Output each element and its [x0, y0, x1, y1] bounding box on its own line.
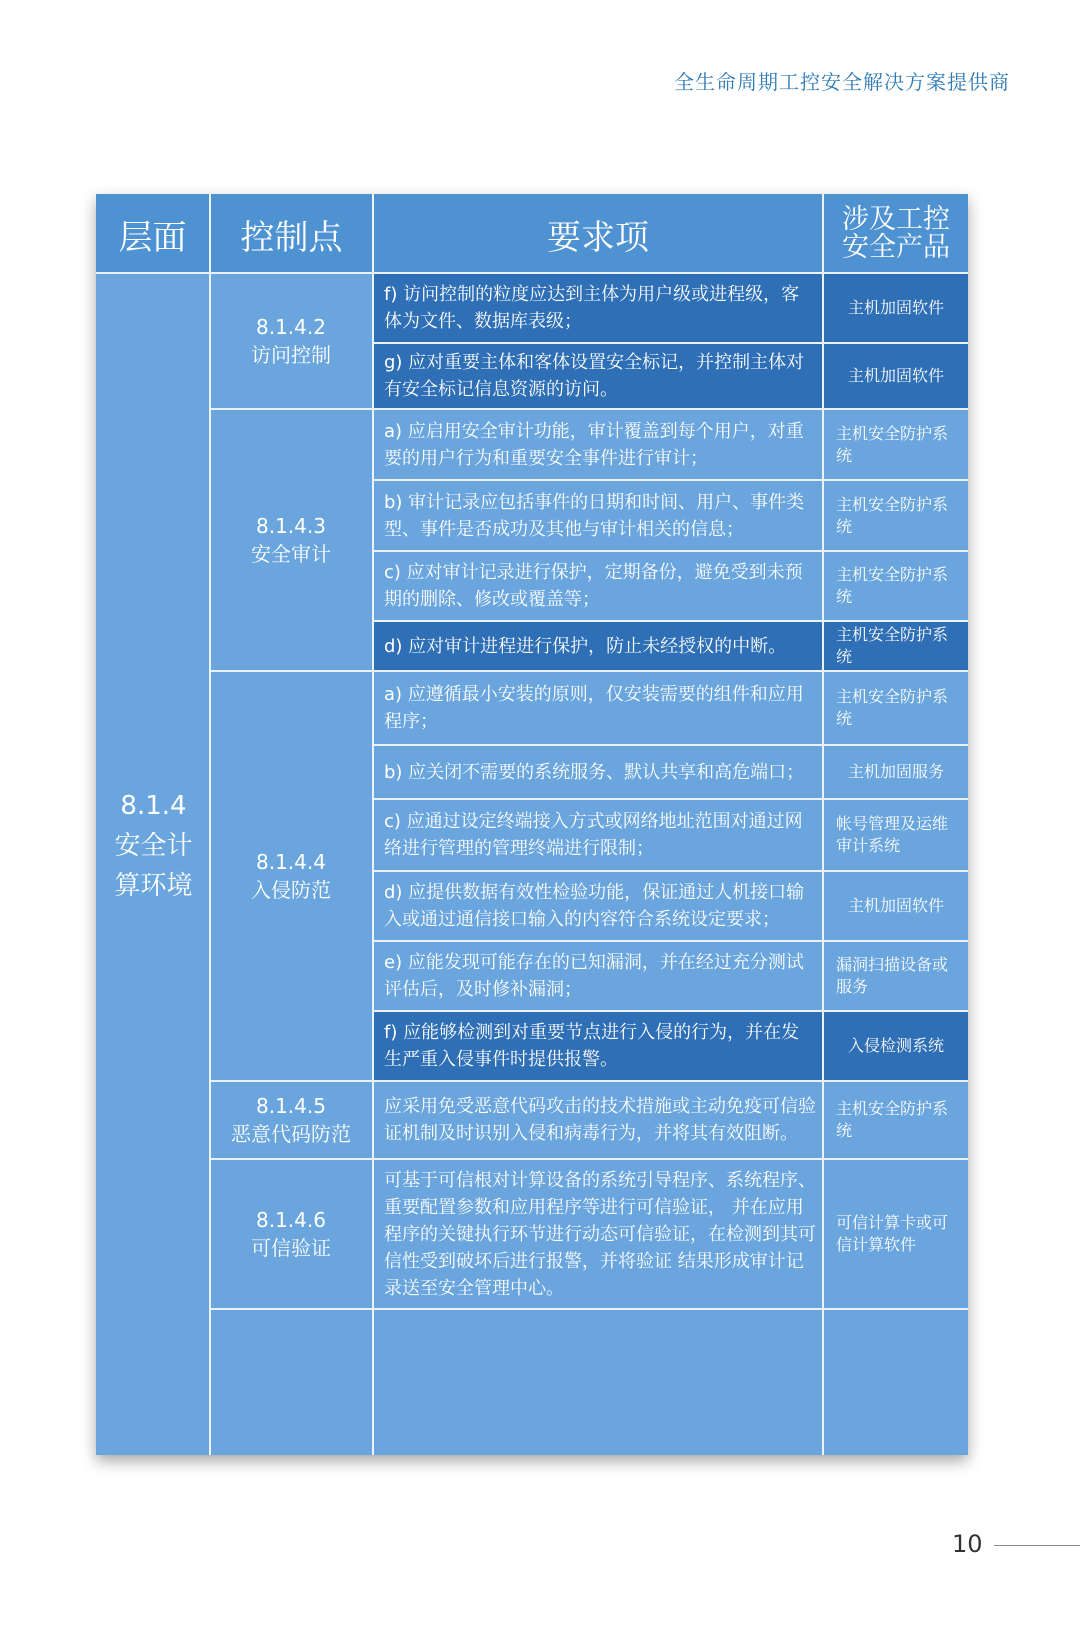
control-point-cell [211, 274, 371, 408]
page-header-title: 全生命周期工控安全解决方案提供商 [674, 70, 1010, 94]
product-cell: 帐号管理及运维审计系统 [836, 814, 949, 855]
requirement-cell: b) 应关闭不需要的系统服务、默认共享和高危端口； [384, 761, 805, 783]
product-cell: 主机安全防护系统 [836, 494, 949, 536]
page-number: 10 [952, 1530, 983, 1558]
requirement-cell: f) 访问控制的粒度应达到主体为用户级或进程级，客体为文件、数据库表级； [384, 284, 800, 332]
control-point-cell [211, 672, 371, 1080]
control-point-code: 8.1.4.3 [256, 514, 326, 538]
control-point-cell [211, 1160, 371, 1308]
layer-cell [96, 786, 211, 906]
requirement-cell: g) 应对重要主体和客体设置安全标记，并控制主体对有安全标记信息资源的访问。 [384, 352, 805, 400]
control-point-code: 8.1.4.4 [256, 850, 326, 874]
requirement-cell: a) 应启用安全审计功能，审计覆盖到每个用户，对重要的用户行为和重要安全事件进行审计； [384, 420, 804, 469]
control-point-name: 入侵防范 [251, 878, 331, 902]
control-point-name: 访问控制 [251, 343, 331, 367]
product-cell: 主机安全防护系统 [836, 625, 949, 666]
layer-code: 8.1.4 [120, 791, 187, 821]
layer-name-line2: 算环境 [114, 871, 193, 901]
requirement-cell: c) 应对审计记录进行保护，定期备份，避免受到未预期的删除、修改或覆盖等； [384, 562, 803, 610]
control-point-code: 8.1.4.5 [256, 1094, 326, 1118]
column-header-layer: 层面 [118, 217, 187, 258]
requirement-cell: f) 应能够检测到对重要节点进行入侵的行为，并在发生严重入侵事件时提供报警。 [384, 1022, 800, 1070]
column-header-products-line2: 安全产品 [842, 232, 950, 263]
requirements-table [96, 194, 968, 1455]
product-cell: 主机安全防护系统 [836, 423, 949, 465]
product-cell: 主机加固软件 [847, 298, 944, 317]
control-point-name: 恶意代码防范 [231, 1122, 351, 1146]
control-point-code: 8.1.4.6 [256, 1208, 326, 1232]
column-header-requirement: 要求项 [547, 217, 649, 258]
requirement-cell: e) 应能发现可能存在的已知漏洞，并在经过充分测试评估后，及时修补漏洞； [384, 952, 804, 1000]
product-cell: 可信计算卡或可信计算软件 [836, 1213, 949, 1254]
product-cell: 主机安全防护系统 [836, 687, 949, 728]
row-divider [211, 1308, 968, 1310]
column-header-control-point: 控制点 [240, 217, 343, 258]
control-point-code: 8.1.4.2 [256, 315, 326, 339]
product-cell: 主机加固软件 [847, 366, 944, 385]
column-header-products-line1: 涉及工控 [842, 204, 950, 235]
requirement-cell: c) 应通过设定终端接入方式或网络地址范围对通过网络进行管理的管理终端进行限制； [384, 811, 803, 859]
product-cell: 漏洞扫描设备或服务 [836, 955, 949, 996]
control-point-name: 可信验证 [251, 1236, 331, 1260]
requirement-cell: a) 应遵循最小安装的原则，仅安装需要的组件和应用程序； [384, 684, 804, 732]
product-cell: 主机加固软件 [847, 896, 944, 915]
control-point-name: 安全审计 [251, 542, 331, 566]
product-cell: 入侵检测系统 [847, 1036, 944, 1055]
requirement-cell: d) 应对审计进程进行保护，防止未经授权的中断。 [384, 635, 787, 657]
control-point-cell [211, 410, 371, 670]
control-point-cell [211, 1082, 371, 1158]
requirement-cell: d) 应提供数据有效性检验功能，保证通过人机接口输入或通过通信接口输入的内容符合系统设定要求； [384, 882, 805, 930]
product-cell: 主机安全防护系统 [836, 1099, 949, 1140]
requirement-cell: 应采用免受恶意代码攻击的技术措施或主动免疫可信验证机制及时识别入侵和病毒行为，并将其有效阻断。 [384, 1096, 816, 1144]
product-cell: 主机加固服务 [847, 762, 944, 781]
column-header-products [824, 194, 968, 274]
requirement-cell: 可基于可信根对计算设备的系统引导程序、系统程序、重要配置参数和应用程序等进行可信验证， 并在应用程序的关键执行环节进行动态可信验证，在检测到其可信性受到破坏后进行报警，并将验证 结果形成审计记录送至安全管理中心。 [384, 1169, 816, 1299]
layer-name-line1: 安全计 [114, 831, 193, 861]
requirement-cell: b) 审计记录应包括事件的日期和时间、用户、事件类型、事件是否成功及其他与审计相关的信息； [384, 491, 805, 540]
product-cell: 主机安全防护系统 [836, 565, 949, 606]
page-number-rule [994, 1545, 1080, 1546]
